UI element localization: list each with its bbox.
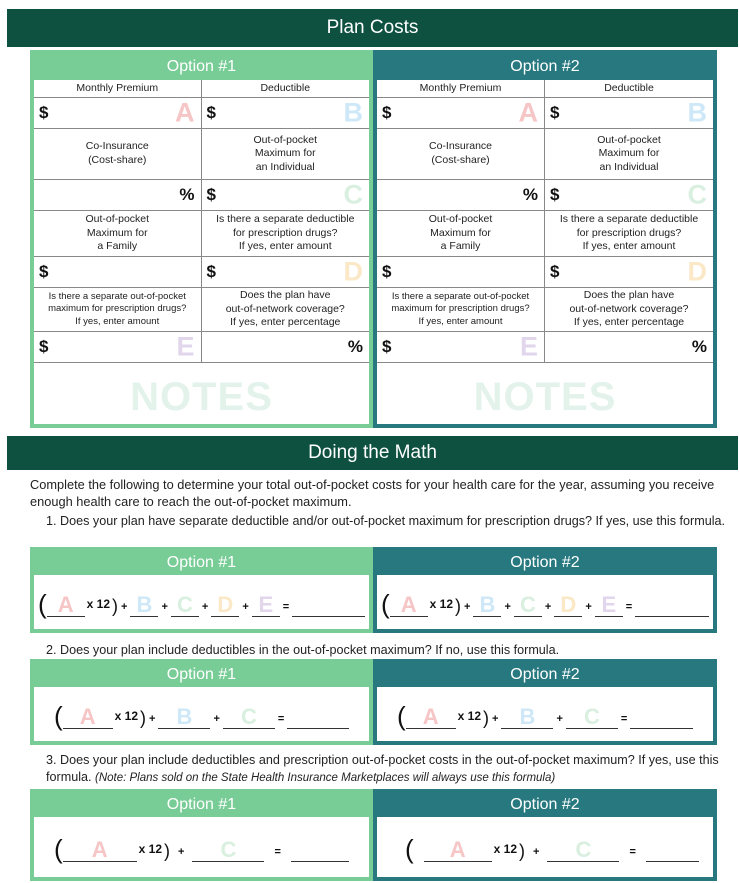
- blank-d[interactable]: D: [211, 593, 239, 617]
- blank-d[interactable]: D: [554, 593, 582, 617]
- formula-row: ( A x 12 ) + C =: [54, 832, 349, 862]
- formula-2-option-2: [373, 659, 717, 745]
- total-blank[interactable]: [630, 705, 693, 729]
- blank-c[interactable]: C: [192, 838, 264, 862]
- out-of-network-label: Does the plan have out-of-network coverage? If yes, enter percentage: [202, 288, 370, 332]
- separate-oop-field[interactable]: $ E: [34, 332, 202, 363]
- blank-c[interactable]: C: [171, 593, 199, 617]
- option-1-header: Option #1: [34, 551, 369, 575]
- notes-area[interactable]: NOTES: [473, 374, 617, 419]
- plan-costs-banner: [7, 9, 738, 47]
- option-2-header: Option #2: [377, 793, 713, 817]
- formula-row: ( A x 12 ) + B + C + D + E =: [38, 587, 365, 617]
- formula-3-option-1: [30, 789, 373, 881]
- monthly-premium-field[interactable]: $ A: [34, 98, 202, 129]
- blank-c[interactable]: C: [514, 593, 542, 617]
- blank-b[interactable]: B: [501, 705, 553, 729]
- oop-family-label: Out-of-pocket Maximum for a Family: [34, 211, 202, 257]
- monthly-premium-field[interactable]: $ A: [377, 98, 545, 129]
- deductible-field[interactable]: $ B: [202, 98, 370, 129]
- blank-c[interactable]: C: [223, 705, 275, 729]
- blank-e[interactable]: E: [595, 593, 623, 617]
- blank-a[interactable]: A: [47, 593, 85, 617]
- blank-b[interactable]: B: [158, 705, 210, 729]
- option-1-card: [30, 50, 373, 428]
- option-2-header: Option #2: [377, 54, 713, 80]
- coinsurance-label: Co-Insurance (Cost-share): [34, 129, 202, 180]
- separate-deductible-label: Is there a separate deductible for prescription drugs? If yes, enter amount: [545, 211, 713, 257]
- separate-deductible-label: Is there a separate deductible for prescription drugs? If yes, enter amount: [202, 211, 370, 257]
- monthly-premium-label: Monthly Premium: [377, 80, 545, 98]
- question-3-note: (Note: Plans sold on the State Health Insurance Marketplaces will always use this formula): [95, 772, 556, 784]
- oop-family-field[interactable]: $: [377, 257, 545, 288]
- notes-area[interactable]: NOTES: [130, 374, 273, 419]
- deductible-field[interactable]: $ B: [545, 98, 713, 129]
- option-2-header: Option #2: [377, 663, 713, 687]
- blank-a[interactable]: A: [406, 705, 456, 729]
- coinsurance-field[interactable]: %: [34, 180, 202, 211]
- oop-family-label: Out-of-pocket Maximum for a Family: [377, 211, 545, 257]
- formula-row: ( A x 12 ) + C =: [405, 832, 699, 862]
- blank-b[interactable]: B: [473, 593, 501, 617]
- out-of-network-field[interactable]: %: [545, 332, 713, 363]
- oop-individual-field[interactable]: $ C: [202, 180, 370, 211]
- question-1: 1. Does your plan have separate deductible and/or out-of-pocket maximum for prescription drugs? If yes, use this formula.: [46, 514, 726, 528]
- total-blank[interactable]: [635, 593, 709, 617]
- oop-individual-label: Out-of-pocket Maximum for an Individual: [545, 129, 713, 180]
- plan-costs-title: Plan Costs: [326, 17, 419, 38]
- blank-a[interactable]: A: [63, 705, 113, 729]
- blank-a[interactable]: A: [390, 593, 428, 617]
- oop-family-field[interactable]: $: [34, 257, 202, 288]
- option-1-header: Option #1: [34, 793, 369, 817]
- total-blank[interactable]: [291, 838, 349, 862]
- blank-b[interactable]: B: [130, 593, 158, 617]
- formula-row: ( A x 12 ) + B + C + D + E =: [381, 587, 709, 617]
- blank-c[interactable]: C: [547, 838, 619, 862]
- blank-c[interactable]: C: [566, 705, 618, 729]
- formula-2-option-1: [30, 659, 373, 745]
- out-of-network-field[interactable]: %: [202, 332, 370, 363]
- doing-the-math-banner: [7, 436, 738, 470]
- formula-1-option-1: [30, 547, 373, 633]
- option-1-header: Option #1: [34, 663, 369, 687]
- formula-3-option-2: [373, 789, 717, 881]
- deductible-label: Deductible: [202, 80, 370, 98]
- coinsurance-field[interactable]: %: [377, 180, 545, 211]
- option-2-header: Option #2: [377, 551, 713, 575]
- separate-oop-field[interactable]: $ E: [377, 332, 545, 363]
- monthly-premium-label: Monthly Premium: [34, 80, 202, 98]
- option-1-header: Option #1: [34, 54, 369, 80]
- total-blank[interactable]: [292, 593, 365, 617]
- option-2-card: [373, 50, 717, 428]
- out-of-network-label: Does the plan have out-of-network coverage? If yes, enter percentage: [545, 288, 713, 332]
- formula-row: ( A x 12 ) + B + C =: [397, 699, 693, 729]
- formula-row: ( A x 12 ) + B + C =: [54, 699, 349, 729]
- total-blank[interactable]: [287, 705, 349, 729]
- blank-e[interactable]: E: [252, 593, 280, 617]
- separate-oop-label: Is there a separate out-of-pocket maximum for prescription drugs? If yes, enter amount: [34, 288, 202, 332]
- blank-a[interactable]: A: [63, 838, 137, 862]
- oop-individual-field[interactable]: $ C: [545, 180, 713, 211]
- deductible-label: Deductible: [545, 80, 713, 98]
- question-3: [46, 752, 726, 787]
- formula-1-option-2: [373, 547, 717, 633]
- question-2: 2. Does your plan include deductibles in the out-of-pocket maximum? If no, use this formula.: [46, 643, 560, 657]
- separate-oop-label: Is there a separate out-of-pocket maximum for prescription drugs? If yes, enter amount: [377, 288, 545, 332]
- blank-a[interactable]: A: [424, 838, 492, 862]
- oop-individual-label: Out-of-pocket Maximum for an Individual: [202, 129, 370, 180]
- intro-text: Complete the following to determine your total out-of-pocket costs for your health care for the year, assuming you receive enough health care to reach the out-of-pocket maximum.: [30, 477, 715, 509]
- separate-deductible-field[interactable]: $ D: [545, 257, 713, 288]
- doing-the-math-title: Doing the Math: [308, 442, 437, 463]
- total-blank[interactable]: [646, 838, 699, 862]
- question-3-text: 3. Does your plan include deductibles and prescription out-of-pocket costs in the out-of-pocket maximum? If yes, use this formula.: [46, 753, 719, 784]
- separate-deductible-field[interactable]: $ D: [202, 257, 370, 288]
- coinsurance-label: Co-Insurance (Cost-share): [377, 129, 545, 180]
